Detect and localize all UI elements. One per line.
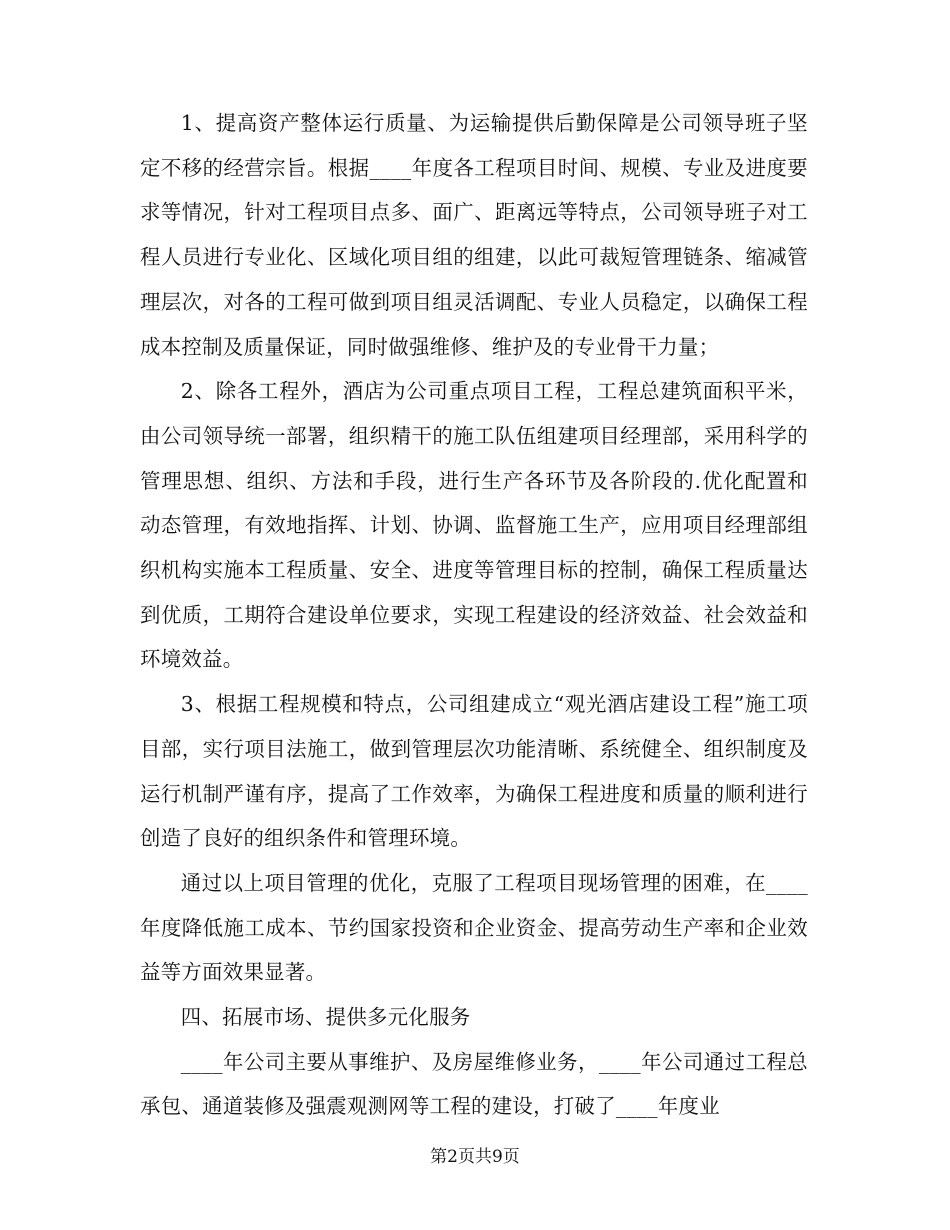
paragraph-2: 2、除各工程外，酒店为公司重点项目工程，工程总建筑面积平米，由公司领导统一部署，组织精干的施工队伍组建项目经理部，采用科学的管理思想、组织、方法和手段，进行生产各环节及各阶段的.优化配置和动态管理，有效地指挥、计划、协调、监督施工生产，应用项目经理部组织机构实施本工程质量、安全、进度等管理目标的控制，确保工程质量达到优质，工期符合建设单位要求，实现工程建设的经济效益、社会效益和环境效益。	[140, 379, 808, 672]
section-heading: 四、拓展市场、提供多元化服务	[180, 1005, 471, 1030]
paragraph-3: 3、根据工程规模和特点，公司组建成立“观光酒店建设工程”施工项目部，实行项目法施工，做到管理层次功能清晰、系统健全、组织制度及运行机制严谨有序，提高了工作效率，为确保工程进度和质量的顺利进行创造了良好的组织条件和管理环境。	[140, 692, 808, 851]
document-body	[140, 101, 808, 1129]
page-number-footer: 第2页共9页	[430, 1147, 520, 1167]
paragraph-1: 1、提高资产整体运行质量、为运输提供后勤保障是公司领导班子坚定不移的经营宗旨。根据____年度各工程项目时间、规模、专业及进度要求等情况，针对工程项目点多、面广、距离远等特点，公司领导班子对工程人员进行专业化、区域化项目组的组建，以此可裁短管理链条、缩减管理层次，对各的工程可做到项目组灵活调配、专业人员稳定，以确保工程成本控制及质量保证，同时做强维修、维护及的专业骨干力量；	[140, 111, 808, 359]
paragraph-4: 通过以上项目管理的优化，克服了工程项目现场管理的困难，在____年度降低施工成本、节约国家投资和企业资金、提高劳动生产率和企业效益等方面效果显著。	[140, 870, 808, 985]
paragraph-5: ____年公司主要从事维护、及房屋维修业务，____年公司通过工程总承包、通道装修及强震观测网等工程的建设，打破了____年度业	[140, 1049, 808, 1119]
